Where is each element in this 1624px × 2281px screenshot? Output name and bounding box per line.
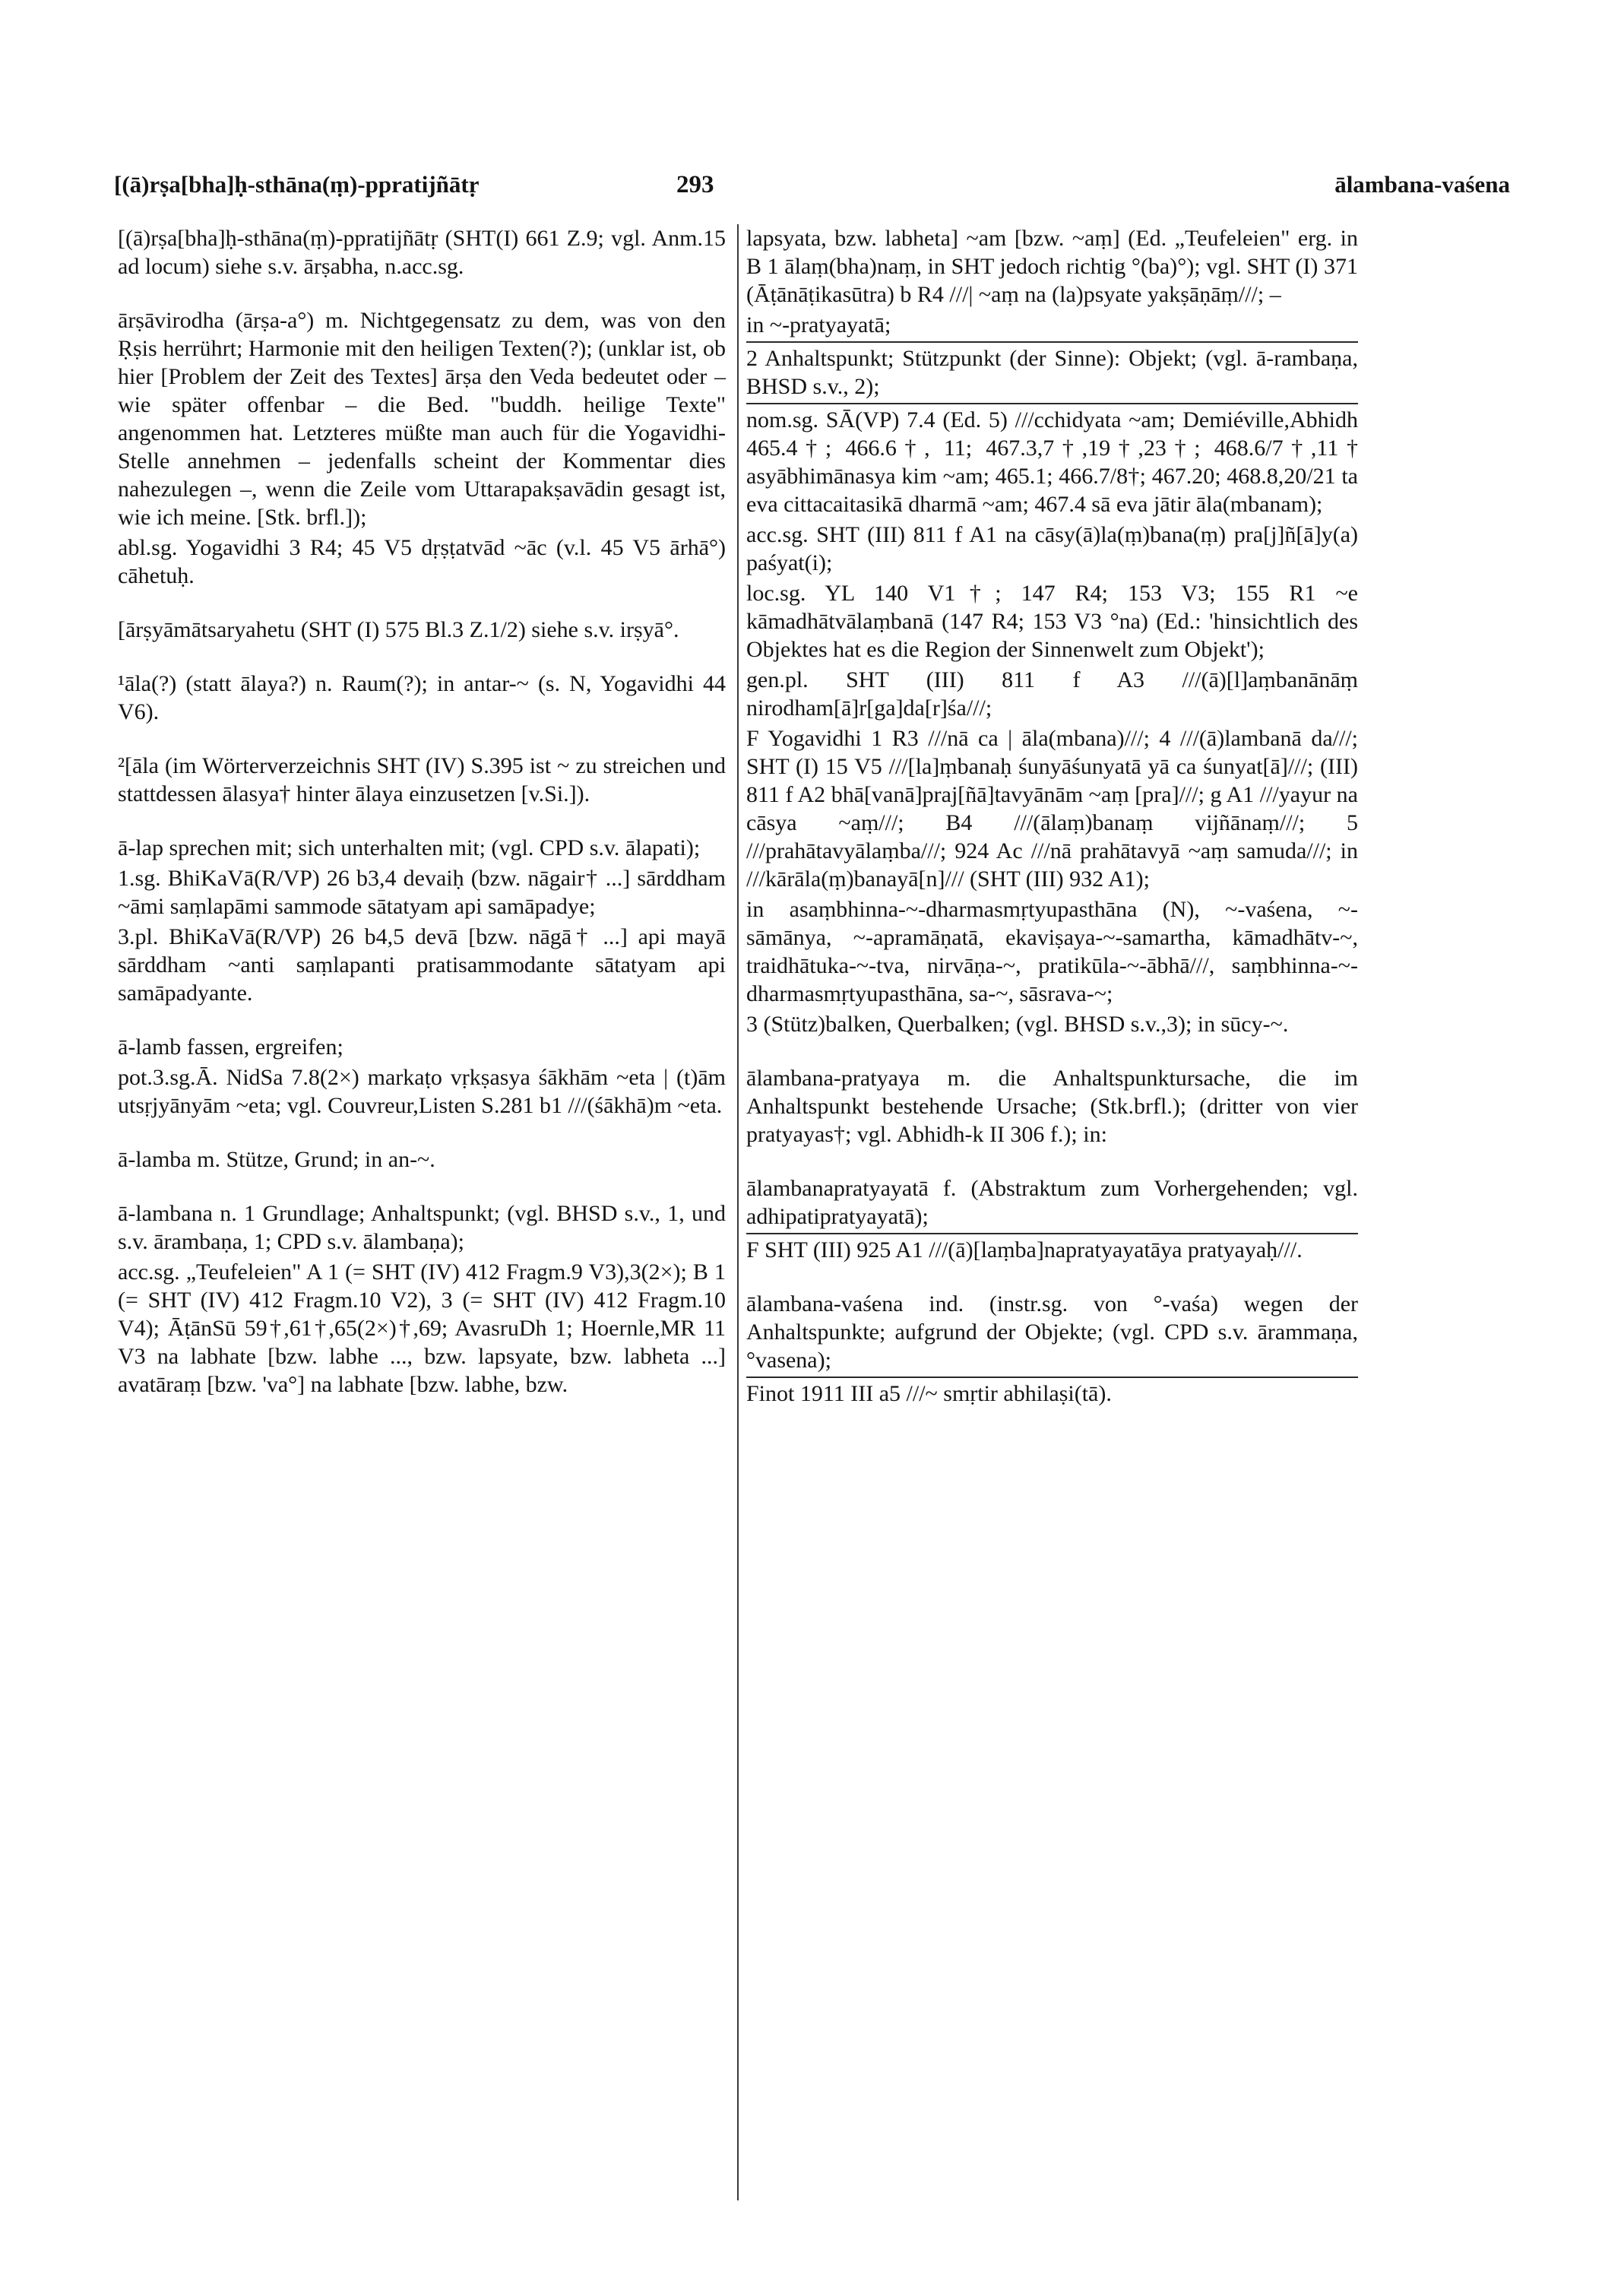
- right-column: [746, 224, 1358, 1434]
- entry-line: nom.sg. SĀ(VP) 7.4 (Ed. 5) ///cchidyata ~am; Demiéville,Abhidh 465.4†; 466.6†, 11; 467.3,7†,19†,23†; 468.6/7†,11† asyābhimānasya kim ~am; 465.1; 466.7/8†; 467.20; 468.8,20/21 ta eva cittacaitasikā dharmā ~am; 467.4 sā eva jātir āla(mbanam);: [746, 403, 1358, 518]
- entry-line: abl.sg. Yogavidhi 3 R4; 45 V5 dṛṣṭatvād ~āc (v.l. 45 V5 ārhā°) cāhetuḥ.: [118, 535, 726, 588]
- entry-line: ā-lamb fassen, ergreifen;: [118, 1034, 343, 1060]
- entry-line: ā-lamba m. Stütze, Grund; in an-~.: [118, 1147, 435, 1172]
- entry-line: 3 (Stütz)balken, Querbalken; (vgl. BHSD s.v.,3); in sūcy-~.: [746, 1012, 1289, 1037]
- entry-line: [ārṣyāmātsaryahetu (SHT (I) 575 Bl.3 Z.1/2) siehe s.v. irṣyā°.: [118, 617, 679, 642]
- entry-a-lambana-continued: [746, 224, 1358, 1038]
- entry-alambana-vasena: [746, 1290, 1358, 1408]
- entry-line: gen.pl. SHT (III) 811 f A3 ///(ā)[l]aṃbanānāṃ nirodham[ā]r[ga]da[r]śa///;: [746, 667, 1358, 721]
- running-head: [114, 171, 1510, 209]
- entry-alambanapratyayata: [746, 1174, 1358, 1264]
- entry-line: Finot 1911 III a5 ///~ smṛtir abhilaṣi(tā).: [746, 1377, 1358, 1408]
- entry-line: 3.pl. BhiKaVā(R/VP) 26 b4,5 devā [bzw. nāgā† ...] api mayā sārddham ~anti saṃlapanti pratisammodante sātatyam api samāpadyante.: [118, 924, 726, 1006]
- entry-ala-1: [118, 670, 726, 726]
- entry-line: acc.sg. SHT (III) 811 f A1 na cāsy(ā)la(ṃ)bana(ṃ) pra[j]ñ[ā]y(a) paśyat(i);: [746, 522, 1358, 575]
- entry-line: ālambana-pratyaya m. die Anhaltspunktursache, die im Anhaltspunkt bestehende Ursache; (Stk.brfl.); (dritter von vier pratyayas†; vgl. Abhidh-k II 306 f.); in:: [746, 1066, 1358, 1147]
- page-number: 293: [676, 171, 714, 198]
- entry-alambana-pratyaya: [746, 1064, 1358, 1148]
- entry-line: ā-lap sprechen mit; sich unterhalten mit; (vgl. CPD s.v. ālapati);: [118, 835, 701, 860]
- entry-line: [(ā)rṣa[bha]ḥ-sthāna(ṃ)-ppratijñātṛ (SHT(I) 661 Z.9; vgl. Anm.15 ad locum) siehe s.v. ārṣabha, n.acc.sg.: [118, 226, 726, 279]
- entry-line: lapsyata, bzw. labheta] ~am [bzw. ~aṃ] (Ed. „Teufeleien" erg. in B 1 ālaṃ(bha)naṃ, in SHT jedoch richtig °(ba)°); vgl. SHT (I) 371 (Āṭānāṭikasūtra) b R4 ///| ~aṃ na (la)psyate yakṣāṇāṃ///; –: [746, 226, 1358, 307]
- entry-line: ²[āla (im Wörterverzeichnis SHT (IV) S.395 ist ~ zu streichen und stattdessen ālasya† hinter ālaya einzusetzen [v.Si.]).: [118, 753, 726, 806]
- entry-line: ā-lambana n. 1 Grundlage; Anhaltspunkt; (vgl. BHSD s.v., 1, und s.v. ārambaṇa, 1; CPD s.v. ālambaṇa);: [118, 1201, 726, 1254]
- entry-line: loc.sg. YL 140 V1†; 147 R4; 153 V3; 155 R1 ~e kāmadhātvālaṃbanā (147 R4; 153 V3 °na) (Ed.: 'hinsichtlich des Objektes hat es die Region der Sinnenwelt zum Objekt');: [746, 581, 1358, 662]
- column-divider: [737, 224, 739, 2200]
- entry-line: F Yogavidhi 1 R3 ///nā ca | āla(mbana)///; 4 ///(ā)lambanā da///; SHT (I) 15 V5 ///[la]ṃbanaḥ śunyāśunyatā yā ca śunyat[ā]///; (III) 811 f A2 bhā[vanā]praj[ñā]tavyānām ~aṃ [pra]///; g A1 ///yayur na cāsya ~aṃ///; B4 ///(ālaṃ)banaṃ vijñānaṃ///; 5 ///prahātavyālaṃba///; 924 Ac ///nā prahātavyā ~aṃ samuda///; in ///kārāla(ṃ)banayā[n]/// (SHT (III) 932 A1);: [746, 726, 1358, 892]
- entry-a-lamba: [118, 1145, 726, 1174]
- entry-arsabhasthana: [118, 224, 726, 280]
- entry-line: 1.sg. BhiKaVā(R/VP) 26 b3,4 devaiḥ (bzw. nāgair† ...] sārddham ~āmi saṃlapāmi sammode sātatyam api samāpadye;: [118, 866, 726, 919]
- entry-a-lambana: [118, 1199, 726, 1399]
- entry-line: acc.sg. „Teufeleien" A 1 (= SHT (IV) 412 Fragm.9 V3),3(2×); B 1 (= SHT (IV) 412 Fragm.10 V2), 3 (= SHT (IV) 412 Fragm.10 V4); ĀṭānSū 59†,61†,65(2×)†,69; AvasruDh 1; Hoernle,MR 11 V3 na labhate [bzw. labhe ..., bzw. lapsyate, bzw. labheta ...] avatāraṃ [bzw. 'va°] na labhate [bzw. labhe, bzw.: [118, 1259, 726, 1397]
- entry-arsyamatsaryahetu: [118, 616, 726, 644]
- left-column: [118, 224, 726, 1424]
- entry-line: 2 Anhaltspunkt; Stützpunkt (der Sinne): Objekt; (vgl. ā-rambaṇa, BHSD s.v., 2);: [746, 341, 1358, 401]
- entry-line: in asaṃbhinna-~-dharmasmṛtyupasthāna (N), ~-vaśena, ~-sāmānya, ~-apramāṇatā, ekaviṣaya-~-samartha, kāmadhātv-~, traidhātuka-~-tva, nirvāṇa-~, pratikūla-~-ābhā///, saṃbhinna-~-dharmasmṛtyupasthāna, sa-~, sāsrava-~;: [746, 897, 1358, 1006]
- entry-a-lap: [118, 834, 726, 1007]
- entry-line: F SHT (III) 925 A1 ///(ā)[laṃba]napratyayatāya pratyayaḥ///.: [746, 1233, 1358, 1264]
- entry-a-lamb: [118, 1033, 726, 1120]
- header-first-headword: [(ā)rṣa[bha]ḥ-sthāna(ṃ)-ppratijñātṛ: [114, 171, 480, 198]
- header-last-headword: ālambana-vaśena: [1334, 171, 1510, 198]
- entry-arsavirodha: [118, 306, 726, 590]
- entry-line: ārṣāvirodha (ārṣa-a°) m. Nichtgegensatz zu dem, was von den Ṛṣis herrührt; Harmonie mit den heiligen Texten(?); (unklar ist, ob hier [Problem der Zeit des Textes] ārṣa den Veda bedeutet oder – wie später offenbar – die Bed. "buddh. heilige Texte" angenommen hat. Letzteres müßte man auch für die Yogavidhi-Stelle annehmen – jedenfalls scheint der Kommentar dies nahezulegen –, wenn die Zeile vom Uttarapakṣavādin gesagt ist, wie ich meine. [Stk. brfl.]);: [118, 308, 726, 530]
- entry-line: ¹āla(?) (statt ālaya?) n. Raum(?); in antar-~ (s. N, Yogavidhi 44 V6).: [118, 671, 726, 724]
- entry-line: pot.3.sg.Ā. NidSa 7.8(2×) markaṭo vṛkṣasya śākhām ~eta | (t)ām utsṛjyānyām ~eta; vgl. Couvreur,Listen S.281 b1 ///(śākhā)m ~eta.: [118, 1065, 726, 1118]
- entry-line: in ~-pratyayatā;: [746, 312, 891, 337]
- entry-line: ālambana-vaśena ind. (instr.sg. von °-vaśa) wegen der Anhaltspunkte; aufgrund der Objekte; (vgl. CPD s.v. ārammaṇa, °vasena);: [746, 1291, 1358, 1373]
- entry-line: ālambanapratyayatā f. (Abstraktum zum Vorhergehenden; vgl. adhipatipratyayatā);: [746, 1176, 1358, 1229]
- entry-ala-2: [118, 752, 726, 808]
